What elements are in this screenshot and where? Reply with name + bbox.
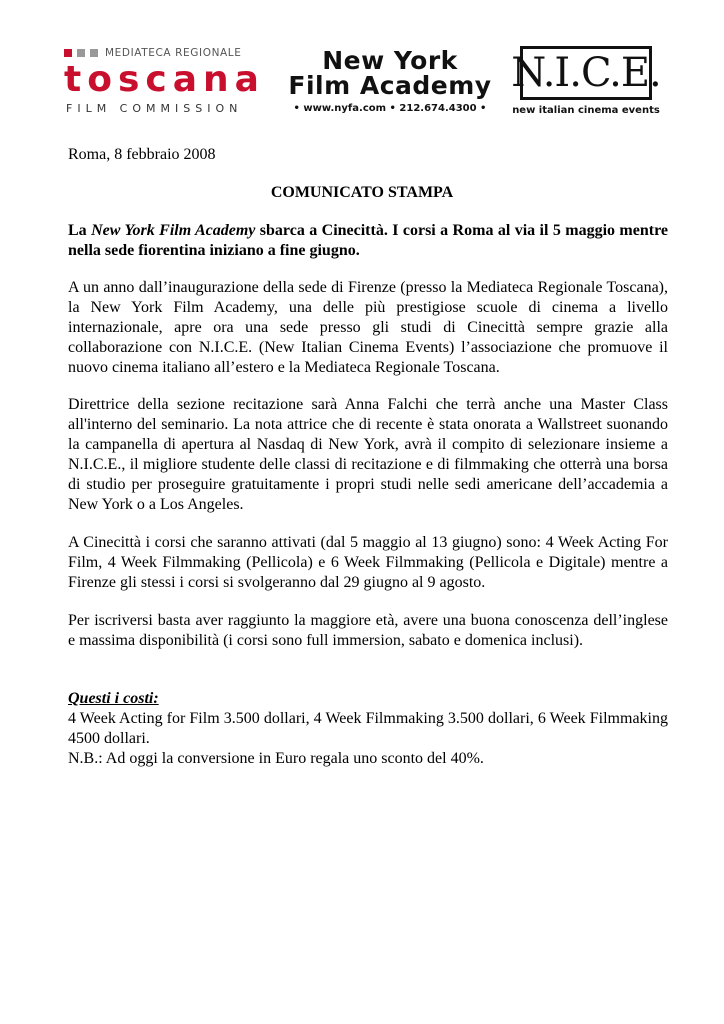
paragraph: A Cinecittà i corsi che saranno attivati (dal 5 maggio al 13 giugno) sono: 4 Week Acting For Film, 4 Week Filmmaking (Pellicola) e 6 Week Filmmaking (Pellicola e Digitale) mentre a Firenze gli stessi i corsi si svolgeranno dal 29 giugno al 9 agosto. bbox=[68, 534, 668, 591]
nice-logo-box bbox=[511, 46, 661, 100]
subtitle-post: sbarca a Cinecittà. I corsi a Roma al via il 5 maggio mentre nella sede fiorentina iniziano a fine giugno. bbox=[68, 222, 668, 259]
nyfa-logo bbox=[275, 48, 505, 120]
costs-block bbox=[68, 709, 668, 769]
costs-line: 4 Week Acting for Film 3.500 dollari, 4 Week Filmmaking 3.500 dollari, 6 Week Filmmaking 4500 dollari. bbox=[68, 710, 668, 747]
subtitle-emphasis: New York Film Academy bbox=[91, 222, 256, 239]
paragraph: Direttrice della sezione recitazione sarà Anna Falchi che terrà anche una Master Class all'interno del seminario. La nota attrice che di recente è stata onorata a Wallstreet suonando la campanella di apertura al Nasdaq di New York, avrà il compito di selezionare insieme a N.I.C.E., il migliore studente delle classi di recitazione e di filmmaking che otterrà una borsa di studio per proseguire gratuitamente i propri studi nelle sedi americane dell’accademia a New York o a Los Angeles. bbox=[68, 396, 668, 513]
document-subtitle bbox=[68, 221, 668, 261]
toscana-film-commission-logo bbox=[64, 46, 265, 116]
subtitle-pre: La bbox=[68, 222, 92, 239]
nice-logo-subtitle: new italian cinema events bbox=[512, 105, 660, 116]
costs-heading: Questi i costi: bbox=[68, 690, 159, 707]
nyfa-contact: • www.nyfa.com • 212.674.4300 • bbox=[293, 103, 487, 114]
nice-logo-word: N.I.C.E. bbox=[511, 50, 661, 96]
nyfa-logo-line2: Film Academy bbox=[288, 71, 492, 100]
grey-square-icon bbox=[90, 49, 98, 57]
logo-toscana-word: toscana bbox=[64, 59, 265, 100]
logo-mediateca-label: MEDIATECA REGIONALE bbox=[105, 47, 242, 59]
logo-top-row bbox=[64, 46, 242, 60]
red-square-icon bbox=[64, 49, 72, 57]
logo-film-commission-label: FILM COMMISSION bbox=[66, 102, 243, 115]
document-heading: COMUNICATO STAMPA bbox=[270, 184, 454, 201]
paragraph: A un anno dall’inaugurazione della sede di Firenze (presso la Mediateca Regionale Toscana), la New York Film Academy, una delle più prestigiose scuole di cinema a livello internazionale, apre ora una sede presso gli studi di Cinecittà sempre grazie alla collaborazione con N.I.C.E. (New Italian Cinema Events) l’associazione che promuove il nuovo cinema italiano all’estero e la Mediateca Regionale Toscana. bbox=[68, 279, 668, 376]
nice-logo bbox=[506, 44, 666, 120]
document-date: Roma, 8 febbraio 2008 bbox=[68, 146, 216, 163]
grey-square-icon bbox=[77, 49, 85, 57]
nyfa-logo-line1: New York bbox=[322, 46, 458, 75]
costs-note: N.B.: Ad oggi la conversione in Euro regala uno sconto del 40%. bbox=[68, 750, 484, 767]
paragraph: Per iscriversi basta aver raggiunto la maggiore età, avere una buona conoscenza dell’inglese e massima disponibilità (i corsi sono full immersion, sabato e domenica inclusi). bbox=[68, 612, 668, 649]
